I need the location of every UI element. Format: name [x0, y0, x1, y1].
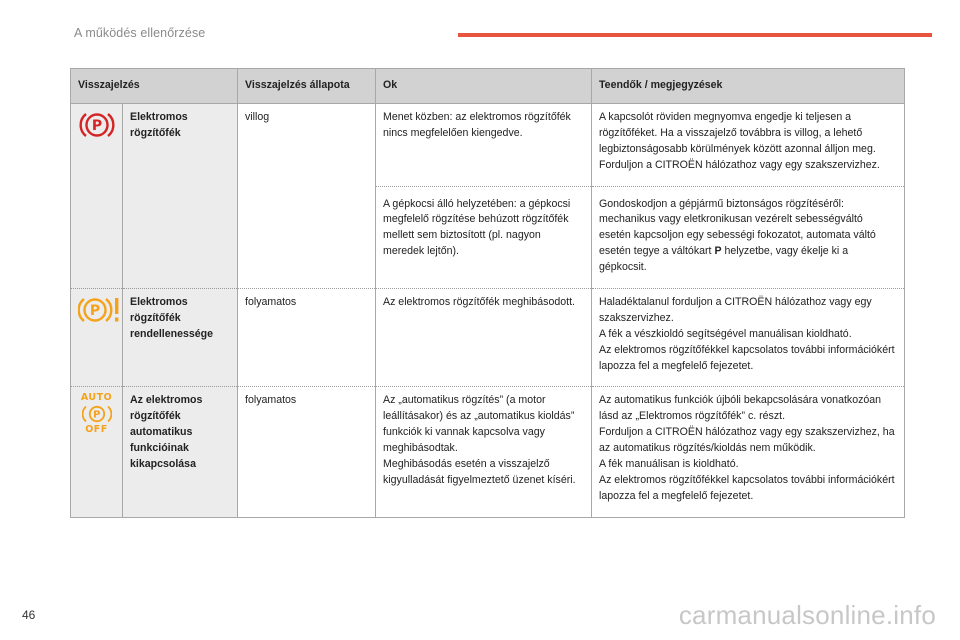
table-row	[71, 387, 905, 517]
page-number: 46	[22, 608, 36, 622]
action-line: Forduljon a CITROËN hálózathoz vagy egy szakszervizhez.	[599, 158, 880, 171]
svg-text:P: P	[91, 118, 103, 134]
indicator-cause	[376, 387, 592, 517]
indicator-action	[592, 186, 905, 288]
column-header-state: Visszajelzés állapota	[238, 69, 376, 104]
indicator-state: folyamatos	[238, 387, 376, 517]
action-line: A fék a vészkioldó segítségével manuálisan kioldható.	[599, 327, 852, 340]
column-header-indicator: Visszajelzés	[71, 69, 238, 104]
indicator-icon-cell	[71, 104, 123, 289]
page-header-title: A működés ellenőrzése	[74, 26, 206, 40]
column-header-cause: Ok	[376, 69, 592, 104]
warning-lights-table	[70, 68, 905, 518]
action-line: Az elektromos rögzítőfékkel kapcsolatos további információkért lapozza fel a megfelelő fejezetet.	[599, 343, 895, 372]
svg-text:P: P	[92, 409, 101, 421]
cause-line: Meghibásodás esetén a visszajelző kigyulladását figyelmeztető üzenet kíséri.	[383, 458, 576, 486]
indicator-name: Elektromos rögzítőfék rendellenessége	[123, 289, 238, 387]
icon-text-auto: AUTO	[80, 392, 113, 404]
auto-parking-off-icon	[81, 393, 112, 435]
parking-brake-red-icon	[78, 110, 116, 146]
indicator-action	[592, 104, 905, 187]
icon-text-off: OFF	[85, 424, 108, 436]
action-line: Az automatikus funkciók újbóli bekapcsolására vonatkozóan lásd az „Elektromos rögzítőfék” c. részt.	[599, 394, 882, 423]
action-line: Az elektromos rögzítőfékkel kapcsolatos további információkért lapozza fel a megfelelő fejezetet.	[599, 473, 895, 502]
cause-line: Az „automatikus rögzítés” (a motor leállításakor) és az „automatikus kioldás” funkciók ki vannak kapcsolva vagy meghibásodtak.	[383, 394, 575, 455]
watermark-text: carmanualsonline.info	[678, 600, 936, 630]
table-row	[71, 289, 905, 387]
indicator-cause: Az elektromos rögzítőfék meghibásodott.	[376, 289, 592, 387]
action-text: helyzetbe, vagy ékelje ki a gépkocsit.	[599, 245, 849, 274]
action-line: Haladéktalanul forduljon a CITROËN hálózathoz vagy egy szakszervizhez.	[599, 296, 872, 324]
indicator-action	[592, 289, 905, 387]
indicator-state: folyamatos	[238, 289, 376, 387]
indicator-icon-cell	[71, 289, 123, 387]
indicator-icon-cell	[71, 387, 123, 517]
table-row	[71, 104, 905, 187]
action-text: Gondoskodjon a gépjármű biztonságos rögzítéséről: mechanikus vagy eletkronikusan vezérelt sebességváltó esetén kapcsoljon egy sebességi fokozatot, automata váltó esetén tegye a váltókart	[599, 197, 876, 258]
indicator-state: villog	[238, 104, 376, 289]
indicator-cause: Menet közben: az elektromos rögzítőfék nincs megfelelően kiengedve.	[376, 104, 592, 187]
action-line: A fék manuálisan is kioldható.	[599, 458, 739, 471]
column-header-action: Teendők / megjegyzések	[592, 69, 905, 104]
indicator-cause: A gépkocsi álló helyzetében: a gépkocsi megfelelő rögzítése behúzott rögzítőfék mellett sem biztosított (pl. nagyon meredek lejtőn).	[376, 186, 592, 288]
action-line: Forduljon a CITROËN hálózathoz vagy egy szakszervizhez, ha az automatikus rögzítés/kioldás nem működik.	[599, 426, 895, 455]
indicator-action	[592, 387, 905, 517]
parking-brake-fault-icon	[78, 295, 122, 331]
gear-position-p: P	[714, 245, 722, 258]
indicator-name: Az elektromos rögzítőfék automatikus funkcióinak kikapcsolása	[123, 387, 238, 517]
svg-text:P: P	[89, 303, 101, 320]
header-accent-rule	[458, 33, 932, 37]
indicator-name: Elektromos rögzítőfék	[123, 104, 238, 289]
action-line: A kapcsolót röviden megnyomva engedje ki teljesen a rögzítőféket. Ha a visszajelző továbbra is villog, a lehető legbiztonságosabb körülmények között azonnal álljon meg.	[599, 111, 876, 155]
table-header-row	[71, 69, 905, 104]
